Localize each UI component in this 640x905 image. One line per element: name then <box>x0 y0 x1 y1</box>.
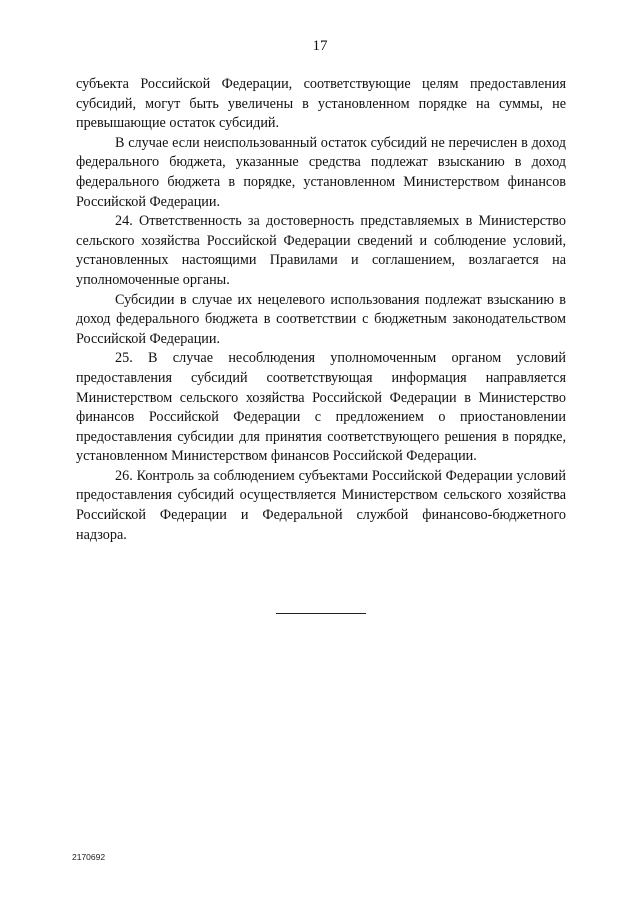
paragraph-26-control: 26. Контроль за соблюдением субъектами Российской Федерации условий предоставления субсидий осуществляется Министерством сельского хозяйства Российской Федерации и Федеральной службой финансово-бюджетного надзора. <box>76 467 566 543</box>
paragraph-continuation: субъекта Российской Федерации, соответствующие целям предоставления субсидий, могут быть увеличены в установленном порядке на суммы, не превышающие остаток субсидий. <box>76 76 566 132</box>
page-number: 17 <box>312 38 328 54</box>
document-code: 2170692 <box>72 852 106 862</box>
paragraph-25-noncompliance: 25. В случае несоблюдения уполномоченным органом условий предоставления субсидий соответствующая информация направляется Министерством сельского хозяйства Российской Федерации в Министерство финансов Российской Федерации с предложением о приостановлении предоставления субсидии для принятия соответствующего решения в порядке, установленном Министерством финансов Российской Федерации. <box>76 350 566 465</box>
end-of-text-rule <box>276 613 366 614</box>
paragraph-24-responsibility: 24. Ответственность за достоверность представляемых в Министерство сельского хозяйства Российской Федерации сведений и соблюдение условий, установленных настоящими Правилами и соглашением, возлагается на уполномоченные органы. <box>76 213 566 288</box>
document-body <box>76 75 566 545</box>
paragraph-misuse-recovery: Субсидии в случае их нецелевого использования подлежат взысканию в доход федерального бюджета в соответствии с бюджетным законодательством Российской Федерации. <box>76 291 566 347</box>
paragraph-unused-balance: В случае если неиспользованный остаток субсидий не перечислен в доход федерального бюджета, указанные средства подлежат взысканию в доход федерального бюджета в порядке, установленном Министерством финансов Российской Федерации. <box>76 134 566 210</box>
